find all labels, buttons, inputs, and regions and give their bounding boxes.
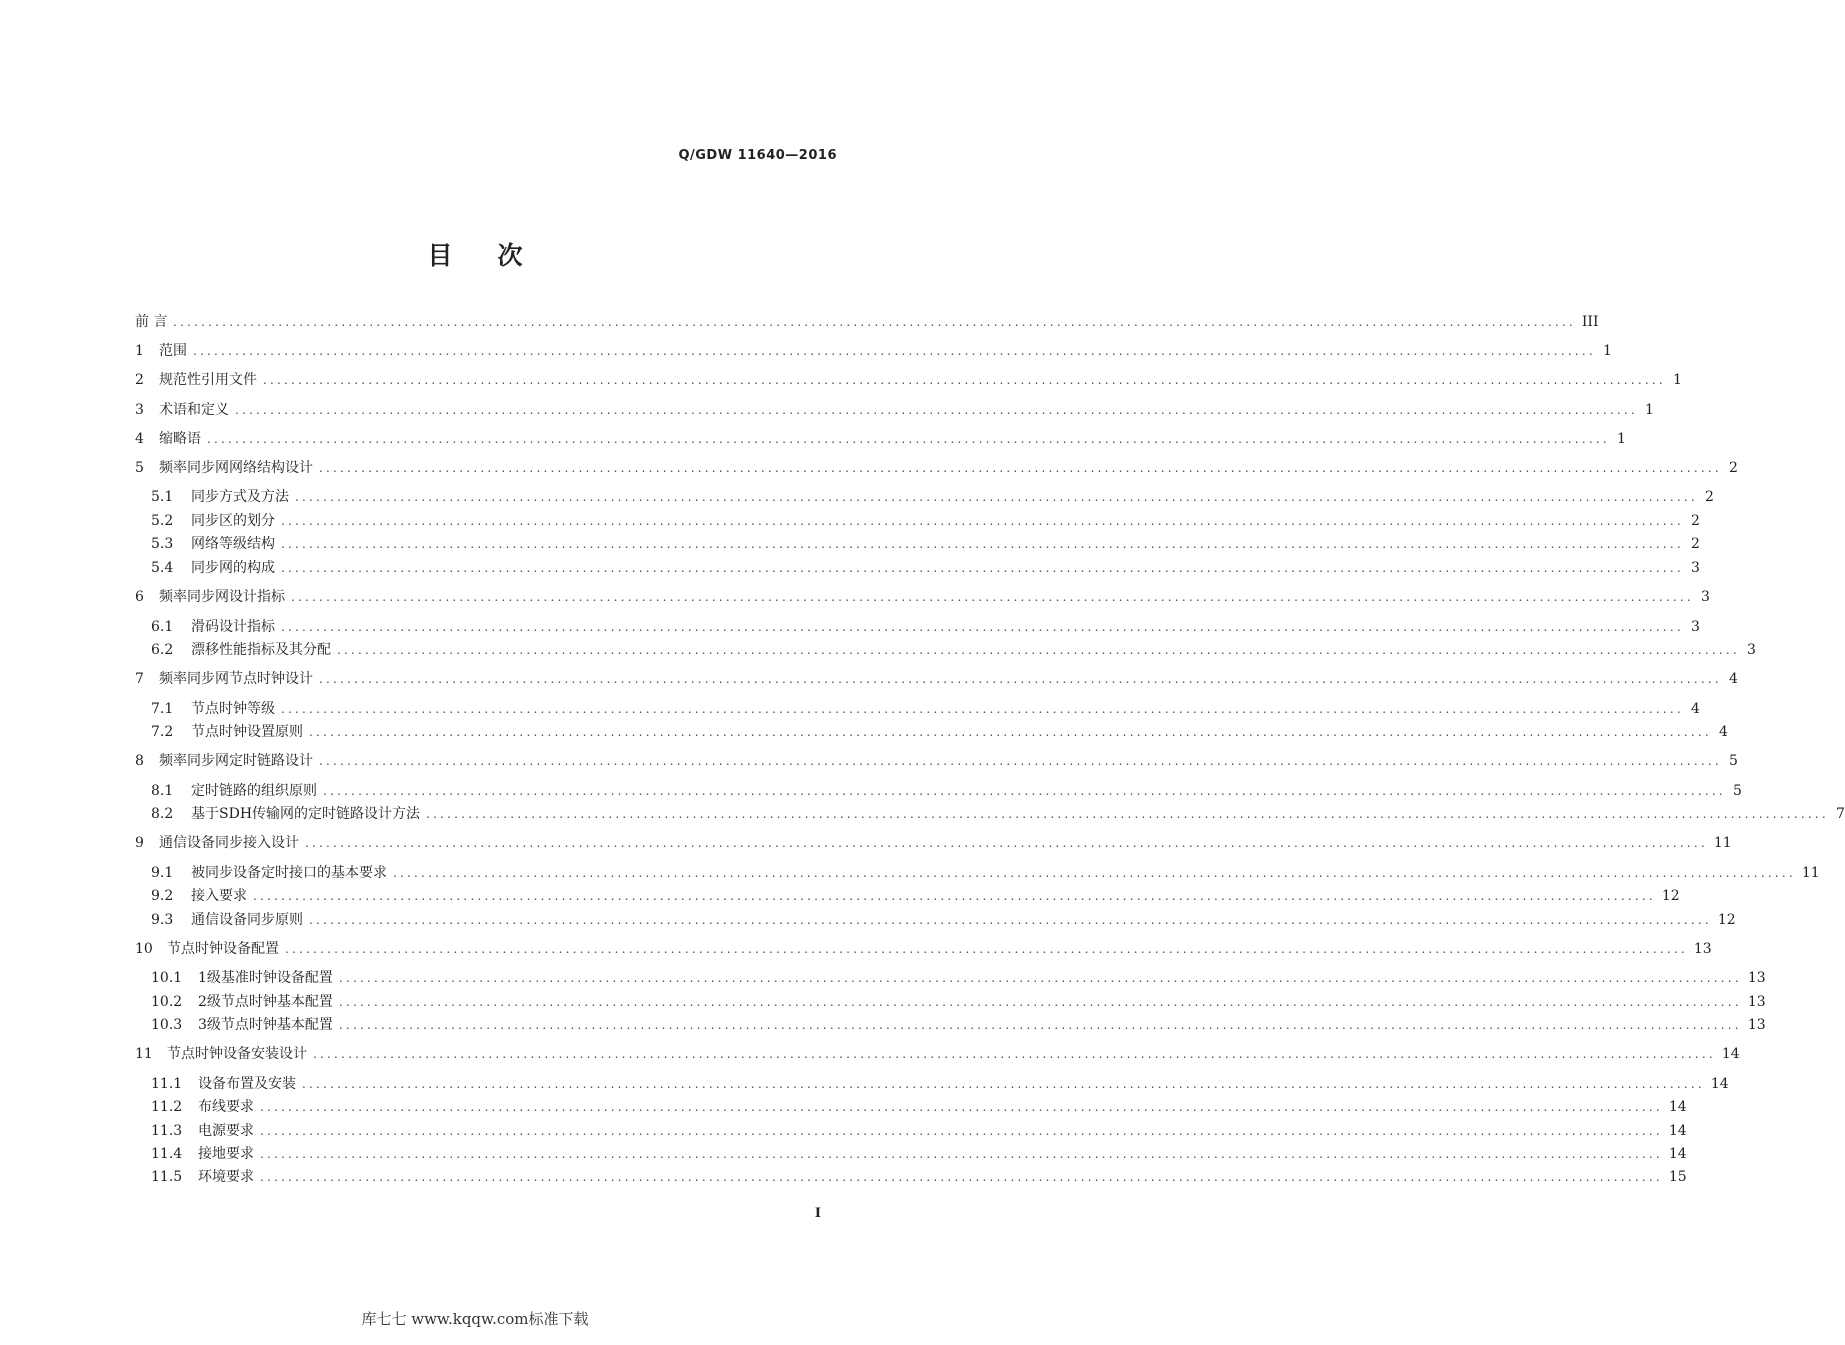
- toc-entry-page: 12: [1661, 888, 1680, 904]
- toc-entry-number: 10.2: [151, 994, 183, 1010]
- toc-entry-number: 1: [135, 343, 144, 359]
- toc-entry-label: 1级基准时钟设备配置: [198, 970, 333, 986]
- toc-entry-label: 滑码设计指标: [191, 619, 275, 635]
- toc-entry-page: 7: [1836, 806, 1845, 822]
- toc-entry-number: 5.4: [151, 560, 174, 576]
- toc-entry-number: 10.3: [151, 1017, 183, 1033]
- toc-leader-dots: ........................................................................................................................................................................................................: [309, 913, 1712, 927]
- toc-entry-page: 2: [1704, 489, 1714, 505]
- toc-entry[interactable]: [151, 967, 1766, 989]
- toc-entry-page: 13: [1693, 941, 1712, 957]
- toc-entry-number: 7: [135, 671, 144, 687]
- toc-entry[interactable]: [151, 698, 1700, 720]
- toc-entry-page: 4: [1690, 701, 1700, 717]
- toc-entry-page: 14: [1668, 1123, 1687, 1139]
- toc-entry-label: 通信设备同步接入设计: [159, 835, 299, 851]
- toc-leader-dots: ........................................................................................................................................................................................................: [291, 590, 1694, 604]
- toc-leader-dots: ........................................................................................................................................................................................................: [173, 315, 1576, 329]
- toc-leader-dots: ........................................................................................................................................................................................................: [426, 807, 1829, 821]
- toc-entry[interactable]: [151, 1014, 1766, 1036]
- toc-entry-page: 1: [1616, 431, 1626, 447]
- toc-entry[interactable]: [135, 938, 1712, 960]
- toc-entry[interactable]: [151, 721, 1728, 743]
- toc-entry-number: 8: [135, 753, 144, 769]
- toc-entry-number: 11: [135, 1046, 153, 1062]
- toc-entry-page: 3: [1700, 589, 1710, 605]
- page-number: I: [814, 1206, 821, 1221]
- toc-entry[interactable]: [151, 991, 1766, 1013]
- toc-entry-label: 节点时钟等级: [191, 701, 275, 717]
- document-code: Q/GDW 11640—2016: [678, 148, 837, 163]
- toc-entry-page: 3: [1690, 619, 1700, 635]
- toc-leader-dots: ........................................................................................................................................................................................................: [319, 672, 1722, 686]
- toc-entry-number: 6.1: [151, 619, 174, 635]
- toc-entry-label: 频率同步网节点时钟设计: [159, 671, 313, 687]
- toc-entry-page: 14: [1668, 1099, 1687, 1115]
- toc-entry-label: 接入要求: [191, 888, 247, 904]
- toc-entry[interactable]: [151, 1143, 1687, 1165]
- toc-leader-dots: ........................................................................................................................................................................................................: [281, 561, 1684, 575]
- toc-entry-number: 9.1: [151, 865, 174, 881]
- toc-entry-label: 规范性引用文件: [159, 372, 257, 388]
- toc-leader-dots: ........................................................................................................................................................................................................: [193, 344, 1596, 358]
- toc-entry-label: 同步区的划分: [191, 513, 275, 529]
- toc-entry-number: 6: [135, 589, 144, 605]
- toc-leader-dots: ........................................................................................................................................................................................................: [253, 889, 1656, 903]
- toc-entry-label: 布线要求: [198, 1099, 254, 1115]
- toc-entry-number: 前 言: [135, 314, 168, 330]
- toc-entry-number: 4: [135, 431, 144, 447]
- toc-leader-dots: ........................................................................................................................................................................................................: [207, 432, 1610, 446]
- toc-entry[interactable]: [151, 862, 1820, 884]
- toc-leader-dots: ........................................................................................................................................................................................................: [260, 1147, 1663, 1161]
- toc-leader-dots: ........................................................................................................................................................................................................: [295, 490, 1698, 504]
- toc-leader-dots: ........................................................................................................................................................................................................: [313, 1047, 1716, 1061]
- toc-entry-page: III: [1581, 314, 1599, 330]
- toc-entry-label: 3级节点时钟基本配置: [198, 1017, 333, 1033]
- toc-entry-page: 3: [1746, 642, 1756, 658]
- toc-leader-dots: ........................................................................................................................................................................................................: [260, 1124, 1663, 1138]
- toc-leader-dots: ........................................................................................................................................................................................................: [337, 643, 1740, 657]
- toc-entry-page: 11: [1713, 835, 1732, 851]
- toc-leader-dots: ........................................................................................................................................................................................................: [302, 1077, 1705, 1091]
- toc-leader-dots: ........................................................................................................................................................................................................: [281, 702, 1684, 716]
- toc-entry[interactable]: [151, 557, 1700, 579]
- toc-entry-page: 2: [1690, 513, 1700, 529]
- toc-title: 目次: [427, 241, 568, 270]
- toc-entry-page: 4: [1718, 724, 1728, 740]
- toc-entry-number: 9: [135, 835, 144, 851]
- toc-entry-number: 10.1: [151, 970, 183, 986]
- toc-entry-label: 2级节点时钟基本配置: [198, 994, 333, 1010]
- toc-leader-dots: ........................................................................................................................................................................................................: [319, 461, 1722, 475]
- toc-entry[interactable]: [135, 399, 1654, 421]
- toc-entry-label: 频率同步网设计指标: [159, 589, 285, 605]
- toc-leader-dots: ........................................................................................................................................................................................................: [309, 725, 1712, 739]
- toc-leader-dots: ........................................................................................................................................................................................................: [235, 403, 1638, 417]
- toc-entry-page: 14: [1668, 1146, 1687, 1162]
- toc-entry[interactable]: [151, 803, 1845, 825]
- toc-leader-dots: ........................................................................................................................................................................................................: [285, 942, 1688, 956]
- toc-entry-page: 3: [1690, 560, 1700, 576]
- toc-entry-number: 8.2: [151, 806, 174, 822]
- toc-entry[interactable]: [151, 1096, 1687, 1118]
- toc-entry-label: 漂移性能指标及其分配: [191, 642, 331, 658]
- toc-entry[interactable]: [135, 832, 1732, 854]
- toc-entry-number: 8.1: [151, 783, 174, 799]
- toc-entry-label: 缩略语: [159, 431, 201, 447]
- toc-leader-dots: ........................................................................................................................................................................................................: [393, 866, 1796, 880]
- toc-leader-dots: ........................................................................................................................................................................................................: [319, 754, 1722, 768]
- toc-entry-label: 同步方式及方法: [191, 489, 289, 505]
- toc-entry-page: 5: [1732, 783, 1742, 799]
- toc-leader-dots: ........................................................................................................................................................................................................: [260, 1100, 1663, 1114]
- toc-entry[interactable]: [135, 586, 1710, 608]
- toc-entry[interactable]: [135, 428, 1626, 450]
- toc-entry-label: 通信设备同步原则: [191, 912, 303, 928]
- toc-entry-number: 6.2: [151, 642, 174, 658]
- toc-entry-page: 14: [1721, 1046, 1740, 1062]
- toc-entry-number: 10: [135, 941, 153, 957]
- toc-entry[interactable]: [135, 369, 1682, 391]
- toc-entry-number: 5.1: [151, 489, 174, 505]
- toc-entry-number: 11.2: [151, 1099, 183, 1115]
- toc-entry-number: 5.3: [151, 536, 174, 552]
- toc-entry[interactable]: [135, 457, 1738, 479]
- toc-entry-label: 网络等级结构: [191, 536, 275, 552]
- toc-entry-label: 被同步设备定时接口的基本要求: [191, 865, 387, 881]
- toc-entry-page: 2: [1728, 460, 1738, 476]
- toc-entry[interactable]: [151, 1120, 1687, 1142]
- toc-entry-page: 4: [1728, 671, 1738, 687]
- toc-entry-page: 2: [1690, 536, 1700, 552]
- toc-entry-label: 设备布置及安装: [198, 1076, 296, 1092]
- toc-entry[interactable]: [151, 885, 1680, 907]
- toc-leader-dots: ........................................................................................................................................................................................................: [281, 514, 1684, 528]
- toc-entry-number: 3: [135, 402, 144, 418]
- toc-entry-number: 5: [135, 460, 144, 476]
- toc-leader-dots: ........................................................................................................................................................................................................: [281, 620, 1684, 634]
- toc-entry[interactable]: [151, 639, 1756, 661]
- toc-entry[interactable]: [151, 780, 1742, 802]
- toc-entry-label: 频率同步网网络结构设计: [159, 460, 313, 476]
- toc-entry-label: 定时链路的组织原则: [191, 783, 317, 799]
- toc-entry[interactable]: [135, 340, 1612, 362]
- toc-leader-dots: ........................................................................................................................................................................................................: [260, 1170, 1663, 1184]
- toc-entry-label: 节点时钟设备安装设计: [167, 1046, 307, 1062]
- toc-leader-dots: ........................................................................................................................................................................................................: [305, 836, 1708, 850]
- toc-entry-number: 7.1: [151, 701, 174, 717]
- toc-entry-number: 11.5: [151, 1169, 183, 1185]
- toc-entry[interactable]: [135, 311, 1599, 333]
- toc-entry[interactable]: [151, 1073, 1729, 1095]
- toc-entry-label: 节点时钟设置原则: [191, 724, 303, 740]
- toc-leader-dots: ........................................................................................................................................................................................................: [338, 1018, 1742, 1032]
- toc-leader-dots: ........................................................................................................................................................................................................: [281, 537, 1684, 551]
- toc-entry[interactable]: [135, 750, 1738, 772]
- toc-entry-label: 接地要求: [198, 1146, 254, 1162]
- toc-entry[interactable]: [135, 668, 1738, 690]
- toc-leader-dots: ........................................................................................................................................................................................................: [263, 373, 1666, 387]
- toc-entry[interactable]: [151, 510, 1700, 532]
- toc-entry-page: 1: [1602, 343, 1612, 359]
- toc-entry-page: 12: [1717, 912, 1736, 928]
- toc-entry-number: 11.1: [151, 1076, 183, 1092]
- toc-entry-page: 15: [1668, 1169, 1687, 1185]
- toc-entry-label: 频率同步网定时链路设计: [159, 753, 313, 769]
- toc-entry-page: 13: [1747, 1017, 1766, 1033]
- toc-entry-number: 11.4: [151, 1146, 183, 1162]
- toc-entry-page: 13: [1747, 970, 1766, 986]
- toc-entry-page: 13: [1747, 994, 1766, 1010]
- toc-entry-page: 14: [1710, 1076, 1729, 1092]
- toc-entry[interactable]: [151, 616, 1700, 638]
- toc-entry-page: 1: [1672, 372, 1682, 388]
- toc-leader-dots: ........................................................................................................................................................................................................: [338, 971, 1742, 985]
- toc-entry[interactable]: [135, 1043, 1740, 1065]
- toc-entry-number: 5.2: [151, 513, 174, 529]
- toc-entry-label: 基于SDH传输网的定时链路设计方法: [191, 806, 421, 822]
- footer-watermark: 库七七 www.kqqw.com标准下载: [361, 1310, 589, 1328]
- toc-entry-number: 2: [135, 372, 144, 388]
- toc-entry[interactable]: [151, 1166, 1687, 1188]
- toc-entry-label: 电源要求: [198, 1123, 254, 1139]
- toc-entry-page: 11: [1801, 865, 1820, 881]
- toc-entry-label: 同步网的构成: [191, 560, 275, 576]
- toc-entry-label: 节点时钟设备配置: [167, 941, 279, 957]
- toc-entry-number: 9.3: [151, 912, 174, 928]
- toc-entry-label: 术语和定义: [159, 402, 229, 418]
- toc-entry-label: 环境要求: [198, 1169, 254, 1185]
- toc-leader-dots: ........................................................................................................................................................................................................: [323, 784, 1726, 798]
- toc-entry-number: 7.2: [151, 724, 174, 740]
- toc-entry[interactable]: [151, 533, 1700, 555]
- toc-entry[interactable]: [151, 486, 1714, 508]
- toc-entry-number: 11.3: [151, 1123, 183, 1139]
- toc-entry[interactable]: [151, 909, 1736, 931]
- toc-entry-number: 9.2: [151, 888, 174, 904]
- toc-entry-label: 范围: [159, 343, 187, 359]
- toc-leader-dots: ........................................................................................................................................................................................................: [338, 995, 1742, 1009]
- toc-entry-page: 5: [1728, 753, 1738, 769]
- toc-entry-page: 1: [1644, 402, 1654, 418]
